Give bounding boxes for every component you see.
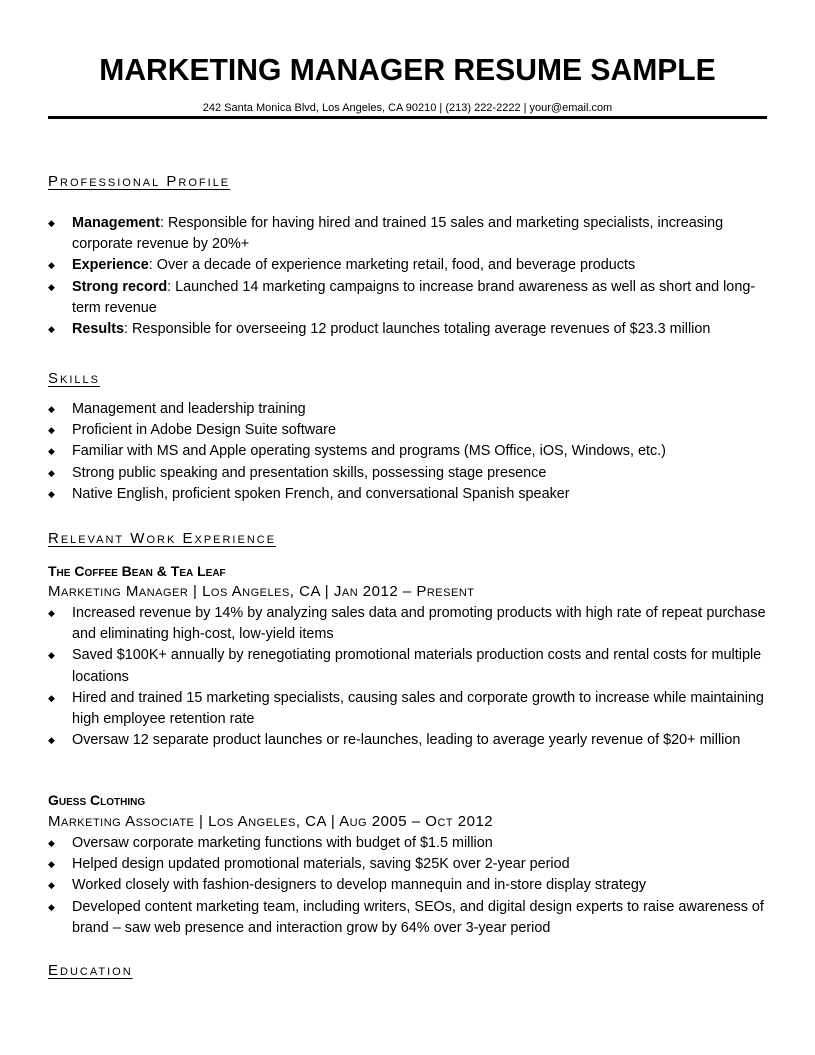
job-company: Guess Clothing <box>48 792 146 808</box>
job-duty-item: ◆ Developed content marketing team, including writers, SEOs, and digital design experts to raise awareness of brand – saw web presence and interaction grow by 64% over 3-year period <box>48 898 764 936</box>
profile-item: ◆ Management: Responsible for having hired and trained 15 sales and marketing specialists, increasing corporate revenue by 20%+ <box>48 215 724 253</box>
section-heading-profile: Professional Profile <box>48 173 231 190</box>
skill-item: ◆ Strong public speaking and presentation skills, possessing stage presence <box>48 463 773 484</box>
profile-list <box>48 213 773 340</box>
skill-item: ◆ Proficient in Adobe Design Suite software <box>48 420 773 441</box>
skill-item: ◆ Management and leadership training <box>48 399 773 420</box>
section-heading-skills: Skills <box>48 370 100 387</box>
diamond-bullet-icon: ◆ <box>48 735 55 746</box>
header-divider <box>48 116 767 119</box>
page-title: MARKETING MANAGER RESUME SAMPLE <box>99 52 716 87</box>
skill-item: ◆ Native English, proficient spoken French, and conversational Spanish speaker <box>48 484 773 505</box>
diamond-bullet-icon: ◆ <box>48 324 55 335</box>
skills-list <box>48 399 773 505</box>
diamond-bullet-icon: ◆ <box>48 901 55 912</box>
diamond-bullet-icon: ◆ <box>48 608 55 618</box>
profile-item: ◆ Experience: Over a decade of experience marketing retail, food, and beverage products <box>48 255 773 276</box>
diamond-bullet-icon: ◆ <box>48 838 55 848</box>
job-role: Marketing Associate | Los Angeles, CA | Aug 2005 – Oct 2012 <box>48 813 494 830</box>
job-duty-item: ◆ Worked closely with fashion-designers to develop mannequin and in-store display strategy <box>48 875 773 896</box>
skill-item: ◆ Familiar with MS and Apple operating systems and programs (MS Office, iOS, Windows, etc.) <box>48 441 773 462</box>
diamond-bullet-icon: ◆ <box>48 488 55 499</box>
job-duties-list <box>48 603 773 751</box>
diamond-bullet-icon: ◆ <box>48 260 55 271</box>
diamond-bullet-icon: ◆ <box>48 404 55 414</box>
job-company: The Coffee Bean & Tea Leaf <box>48 563 226 579</box>
diamond-bullet-icon: ◆ <box>48 467 55 478</box>
diamond-bullet-icon: ◆ <box>48 281 55 292</box>
job-duty-item: ◆ Increased revenue by 14% by analyzing sales data and promoting products with high rate of repeat purchase and eliminating high-cost, low-yield items <box>48 605 766 643</box>
section-heading-education: Education <box>48 962 133 979</box>
diamond-bullet-icon: ◆ <box>48 218 55 228</box>
diamond-bullet-icon: ◆ <box>48 880 55 891</box>
job-duty-item: ◆ Oversaw corporate marketing functions with budget of $1.5 million <box>48 833 773 854</box>
job-role: Marketing Manager | Los Angeles, CA | Jan 2012 – Present <box>48 583 475 600</box>
job-duty-item: ◆ Saved $100K+ annually by renegotiating promotional materials production costs and rental costs for multiple locations <box>48 647 762 685</box>
contact-info: 242 Santa Monica Blvd, Los Angeles, CA 90210 | (213) 222-2222 | your@email.com <box>202 102 613 114</box>
diamond-bullet-icon: ◆ <box>48 859 55 870</box>
diamond-bullet-icon: ◆ <box>48 650 55 661</box>
profile-item: ◆ Results: Responsible for overseeing 12 product launches totaling average revenues of $23.3 million <box>48 319 773 340</box>
diamond-bullet-icon: ◆ <box>48 692 55 703</box>
job-duty-item: ◆ Oversaw 12 separate product launches or re-launches, leading to average yearly revenue of $20+ million <box>48 730 773 751</box>
job-duty-item: ◆ Helped design updated promotional materials, saving $25K over 2-year period <box>48 854 773 875</box>
section-heading-experience: Relevant Work Experience <box>48 530 277 547</box>
profile-item: ◆ Strong record: Launched 14 marketing campaigns to increase brand awareness as well as short and long-term revenue <box>48 278 756 316</box>
diamond-bullet-icon: ◆ <box>48 425 55 436</box>
job-duties-list <box>48 833 773 939</box>
job-duty-item: ◆ Hired and trained 15 marketing specialists, causing sales and corporate growth to increase while maintaining high employee retention rate <box>48 689 764 728</box>
diamond-bullet-icon: ◆ <box>48 446 55 457</box>
